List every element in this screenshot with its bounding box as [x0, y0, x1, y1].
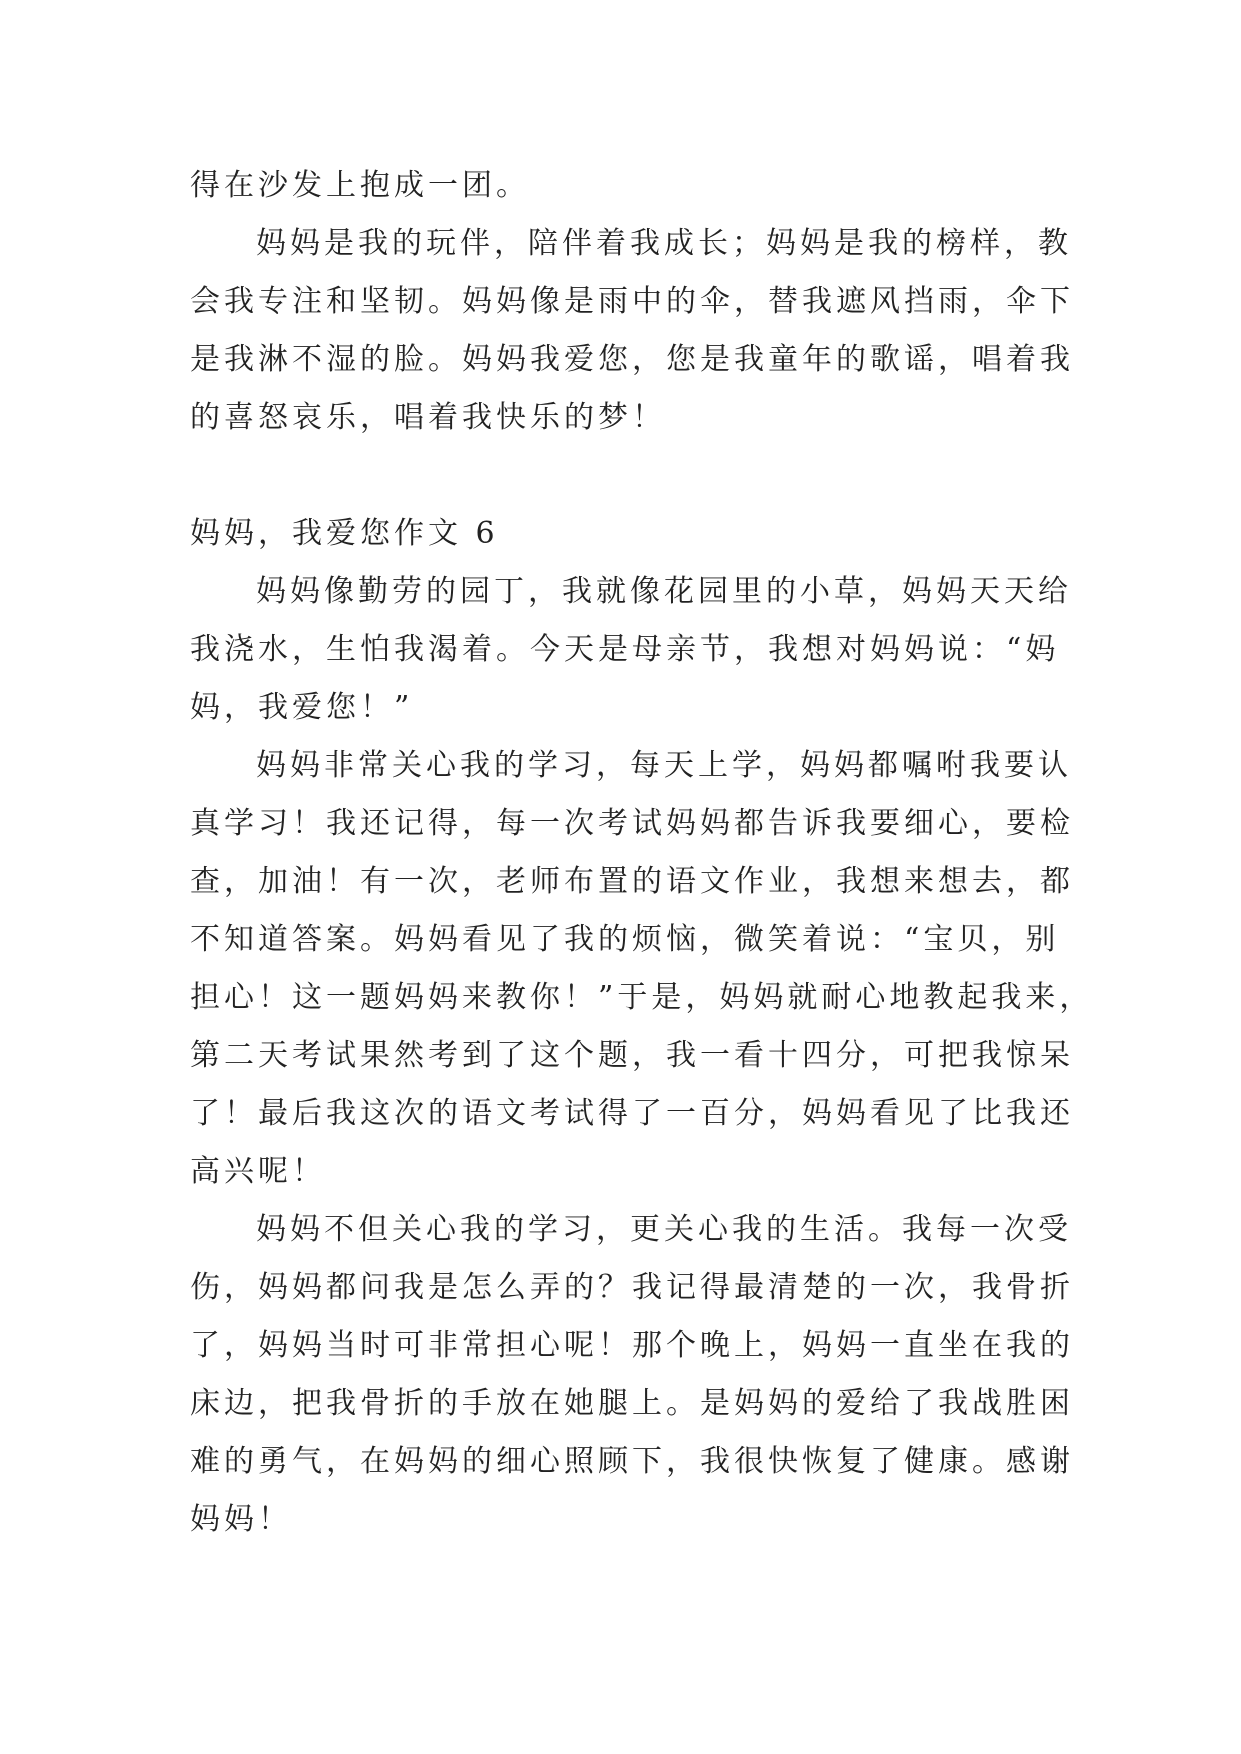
text-line: 伤，妈妈都问我是怎么弄的？我记得最清楚的一次，我骨折 [190, 1270, 1074, 1305]
text-line: 了，妈妈当时可非常担心呢！那个晚上，妈妈一直坐在我的 [190, 1328, 1074, 1363]
text-line: 床边，把我骨折的手放在她腿上。是妈妈的爱给了我战胜困 [190, 1386, 1074, 1421]
text-line: 第二天考试果然考到了这个题，我一看十四分，可把我惊呆 [190, 1038, 1074, 1073]
text-line: 难的勇气，在妈妈的细心照顾下，我很快恢复了健康。感谢 [190, 1444, 1074, 1479]
text-line: 的喜怒哀乐，唱着我快乐的梦！ [190, 400, 666, 435]
text-line: 是我淋不湿的脸。妈妈我爱您，您是我童年的歌谣，唱着我 [190, 342, 1074, 377]
text-line: 妈妈是我的玩伴，陪伴着我成长；妈妈是我的榜样，教 [256, 226, 1072, 261]
text-line: 查，加油！有一次，老师布置的语文作业，我想来想去，都 [190, 864, 1074, 899]
text-line: 妈，我爱您！” [190, 690, 414, 725]
section-spacer [190, 447, 1050, 505]
text-line: 担心！这一题妈妈来教你！”于是，妈妈就耐心地教起我来， [190, 980, 1094, 1015]
text-line: 不知道答案。妈妈看见了我的烦恼，微笑着说：“宝贝，别 [190, 922, 1060, 957]
text-line: 妈妈不但关心我的学习，更关心我的生活。我每一次受 [256, 1212, 1072, 1247]
text-line: 会我专注和坚韧。妈妈像是雨中的伞，替我遮风挡雨，伞下 [190, 284, 1074, 319]
text-line: 真学习！我还记得，每一次考试妈妈都告诉我要细心，要检 [190, 806, 1074, 841]
section-title: 妈妈，我爱您作文 6 [190, 516, 499, 551]
text-line: 妈妈像勤劳的园丁，我就像花园里的小草，妈妈天天给 [256, 574, 1072, 609]
text-line: 我浇水，生怕我渴着。今天是母亲节，我想对妈妈说：“妈 [190, 632, 1060, 667]
text-line: 妈妈！ [190, 1502, 292, 1537]
text-line: 了！最后我这次的语文考试得了一百分，妈妈看见了比我还 [190, 1096, 1074, 1131]
text-line: 高兴呢！ [190, 1154, 326, 1189]
text-line: 妈妈非常关心我的学习，每天上学，妈妈都嘱咐我要认 [256, 748, 1072, 783]
document-body [190, 157, 1094, 1549]
text-line: 得在沙发上抱成一团。 [190, 168, 530, 203]
